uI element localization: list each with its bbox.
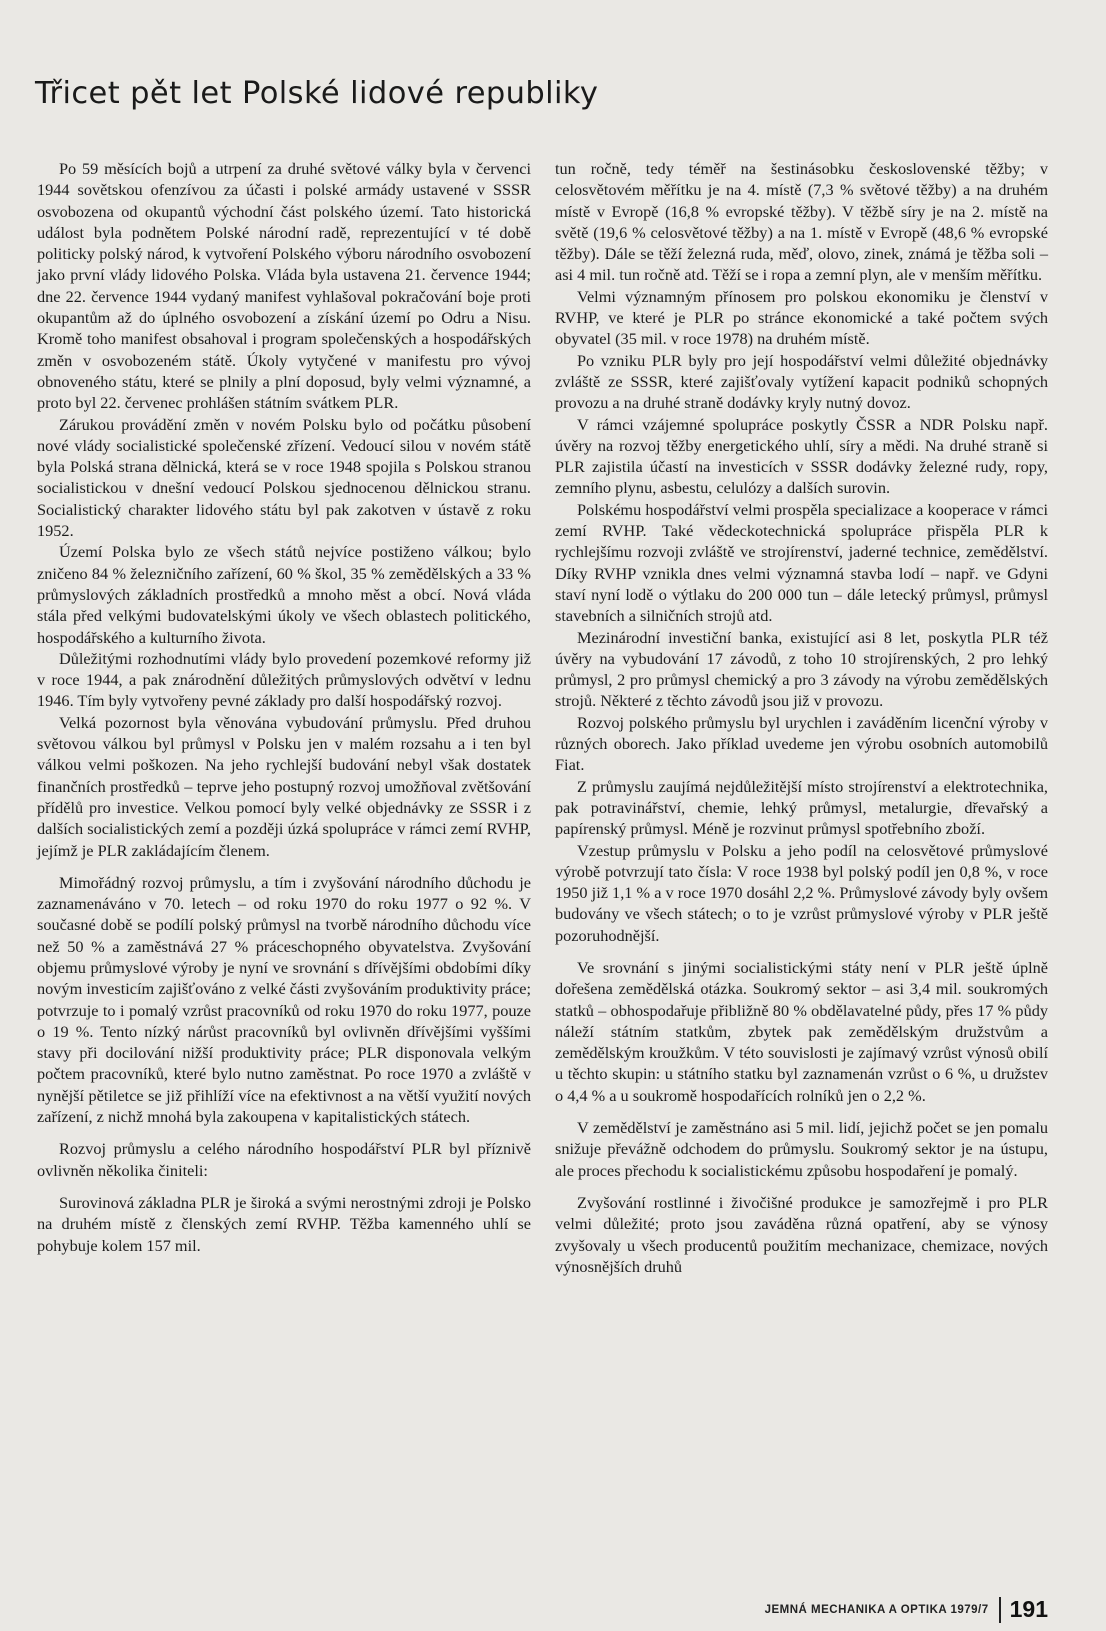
paragraph: Území Polska bylo ze všech států nejvíce postiženo válkou; bylo zničeno 84 % železničního zařízení, 60 % škol, 35 % zemědělských a 33 % průmyslových základních prostředků a mnoho měst a obcí. Nová vláda stála před velkými budovatelskými úkoly ve všech oblastech politického, hospodářského a kulturního života. [37,542,531,647]
paragraph: Ve srovnání s jinými socialistickými státy není v PLR ještě úplně dořešena zemědělská otázka. Soukromý sektor – asi 3,4 mil. soukromých statků – obhospodařuje přibližně 80 % obdělavatelné půdy, přes 17 % půdy náleží státním statkům, zbytek pak zemědělským družstvům a zemědělským kroužkům. V této souvislosti je zajímavý vzrůst výnosů obilí u těchto skupin: u státního statku byl zaznamenán vzrůst o 6 %, u družstev o 4,4 % a u soukromě hospodařících rolníků jen o 2,2 %. [555,957,1048,1105]
paragraph: Mezinárodní investiční banka, existující asi 8 let, poskytla PLR též úvěry na vybudování 17 závodů, z toho 10 strojírenských, 2 pro lehký průmysl, 2 pro průmysl chemický a pro 3 závody na výrobu zemědělských strojů. Některé z těchto závodů jsou již v provozu. [555,627,1048,711]
paragraph: Zvyšování rostlinné i živočišné produkce je samozřejmě i pro PLR velmi důležité; proto jsou zaváděna různá opatření, aby se výnosy zvyšovaly u všech producentů použitím mechanizace, chemizace, nových výnosnějších druhů [555,1192,1048,1276]
paragraph: Po vzniku PLR byly pro její hospodářství velmi důležité objednávky zvláště ze SSSR, které zajišťovaly vytížení kapacit podniků schopných provozu a na druhé straně dodávky kryly nutný dovoz. [555,350,1048,413]
article-column-right [555,158,1048,1277]
paragraph: tun ročně, tedy téměř na šestinásobku československé těžby; v celosvětovém měřítku je na 4. místě (7,3 % světové těžby) a na druhém místě v Evropě (16,8 % evropské těžby). V těžbě síry je na 2. místě na světě (19,6 % celosvětové těžby) a na 1. místě v Evropě (48,6 % evropské těžby). Dále se těží železná ruda, měď, olovo, zinek, známá je těžba soli – asi 4 mil. tun ročně atd. Těží se i ropa a zemní plyn, ale v menším měřítku. [555,159,1048,285]
journal-name: JEMNÁ MECHANIKA A OPTIKA 1979/7 [764,1603,989,1616]
paragraph: Surovinová základna PLR je široká a svými nerostnými zdroji je Polsko na druhém místě z členských zemí RVHP. Těžba kamenného uhlí se pohybuje kolem 157 mil. [37,1192,531,1255]
paragraph: Velká pozornost byla věnována vybudování průmyslu. Před druhou světovou válkou byl průmysl v Polsku jen v malém rozsahu a i ten byl válkou velmi poškozen. Na jeho rychlejší budování nebyl však dostatek finančních prostředků – teprve jeho postupný rozvoj umožňoval zvětšování přídělů pro investice. Velkou pomocí byly velké objednávky ze SSSR i z dalších socialistických zemí a později úzká spolupráce v rámci zemí RVHP, jejímž je PLR zakládajícím členem. [37,712,531,860]
paragraph: Po 59 měsících bojů a utrpení za druhé světové války byla v červenci 1944 sovětskou ofenzívou za účasti i polské armády ustavené v SSSR osvobozena od okupantů východní část polského území. Tato historická událost byla podnětem Polské národní radě, reprezentující v té době politicky polský národ, k vytvoření Polského výboru národního osvobození jako první vlády lidového Polska. Vláda byla ustavena 21. července 1944; dne 22. července 1944 vydaný manifest vyhlašoval pokračování boje proti okupantům až do úplného osvobození a získání území po Odru a Nisu. Kromě toho manifest obsahoval i program společenských a hospodářských změn v osvobozeném státě. Úkoly vytyčené v manifestu pro vývoj obnoveného státu, které se plnily a plní doposud, byly velmi významné, a proto byl 22. červenec prohlášen státním svátkem PLR. [37,159,531,413]
paragraph: Rozvoj průmyslu a celého národního hospodářství PLR byl příznivě ovlivněn několika činiteli: [37,1139,531,1180]
page-title: Třicet pět let Polské lidové republiky [35,76,599,111]
paragraph: Důležitými rozhodnutími vlády bylo provedení pozemkové reformy již v roce 1944, a pak znárodnění důležitých průmyslových odvětví v lednu 1946. Tím byly vytvořeny pevné základy pro další hospodářský rozvoj. [37,648,531,711]
footer-divider [999,1597,1001,1623]
paragraph: V zemědělství je zaměstnáno asi 5 mil. lidí, jejichž počet se jen pomalu snižuje převážně odchodem do průmyslu. Soukromý sektor je na ústupu, ale proces přechodu k socialistickému způsobu hospodaření je pomalý. [555,1118,1048,1180]
paragraph: Velmi významným přínosem pro polskou ekonomiku je členství v RVHP, ve které je PLR po stránce ekonomické a také počtem svých obyvatel (35 mil. v roce 1978) na druhém místě. [555,286,1048,349]
paragraph: Vzestup průmyslu v Polsku a jeho podíl na celosvětové průmyslové výrobě potvrzují tato čísla: V roce 1938 byl polský podíl jen 0,8 %, v roce 1950 již 1,1 % a v roce 1970 dosáhl 2,2 %. Průmyslové závody byly ovšem budovány ve všech státech; o to je vzrůst průmyslové výroby v PLR ještě pozoruhodnější. [555,840,1048,945]
paragraph: Mimořádný rozvoj průmyslu, a tím i zvyšování národního důchodu je zaznamenáváno v 70. letech – od roku 1970 do roku 1977 o 92 %. V současné době se podílí polský průmysl na tvorbě národního důchodu více než 50 % a zaměstnává 27 % práceschopného obyvatelstva. Zvyšování objemu průmyslové výroby je nyní ve srovnání s dřívějšími obdobími díky novým investicím zajišťováno z velké části zvyšováním produktivity práce; potvrzuje to i pomalý vzrůst pracovníků od roku 1970 do roku 1977, pouze o 19 %. Tento nízký nárůst pracovníků byl ovlivněn dřívějšími vyššími stavy při docilování nižší produktivity práce; PLR disponovala velkým počtem pracovníků, které bylo nutno zaměstnat. Po roce 1970 a zvláště v nynější pětiletce se již přihlíží více na efektivnost a na větší využití nových zařízení, z nichž mnohá byla zakoupena v kapitalistických státech. [37,872,531,1127]
paragraph: Z průmyslu zaujímá nejdůležitější místo strojírenství a elektrotechnika, pak potravinářství, chemie, lehký průmysl, metalurgie, dřevařský a papírenský průmysl. Méně je rozvinut průmysl spotřebního zboží. [555,776,1048,839]
paragraph: V rámci vzájemné spolupráce poskytly ČSSR a NDR Polsku např. úvěry na rozvoj těžby energetického uhlí, síry a mědi. Na druhé straně si PLR zajistila účastí na investicích v SSSR dodávky železné rudy, ropy, zemního plynu, asbestu, celulózy a dalších surovin. [555,414,1048,498]
page-number: 191 [1009,1596,1048,1622]
article-column-left [37,158,531,1256]
paragraph: Zárukou provádění změn v novém Polsku bylo od počátku působení nové vlády socialistické společenské zřízení. Vedoucí silou v novém státě byla Polská strana dělnická, která se v roce 1948 spojila s Polskou stranou socialistickou v dnešní vedoucí Polskou sjednocenou dělnickou stranu. Socialistický charakter lidového státu byl pak zakotven v ústavě z roku 1952. [37,414,531,541]
page-footer [765,1596,1048,1623]
paragraph: Rozvoj polského průmyslu byl urychlen i zaváděním licenční výroby v různých oborech. Jako příklad uvedeme jen výrobu osobních automobilů Fiat. [555,712,1048,775]
paragraph: Polskému hospodářství velmi prospěla specializace a kooperace v rámci zemí RVHP. Také vědeckotechnická spolupráce přispěla PLR k rychlejšímu rozvoji zvláště ve strojírenství, jaderné technice, zemědělství. Díky RVHP vznikla dnes velmi významná stavba lodí – např. ve Gdyni staví nyní lodě o výtlaku do 200 000 tun – dále letecký průmysl, průmysl stavebních a silničních strojů atd. [555,499,1048,626]
